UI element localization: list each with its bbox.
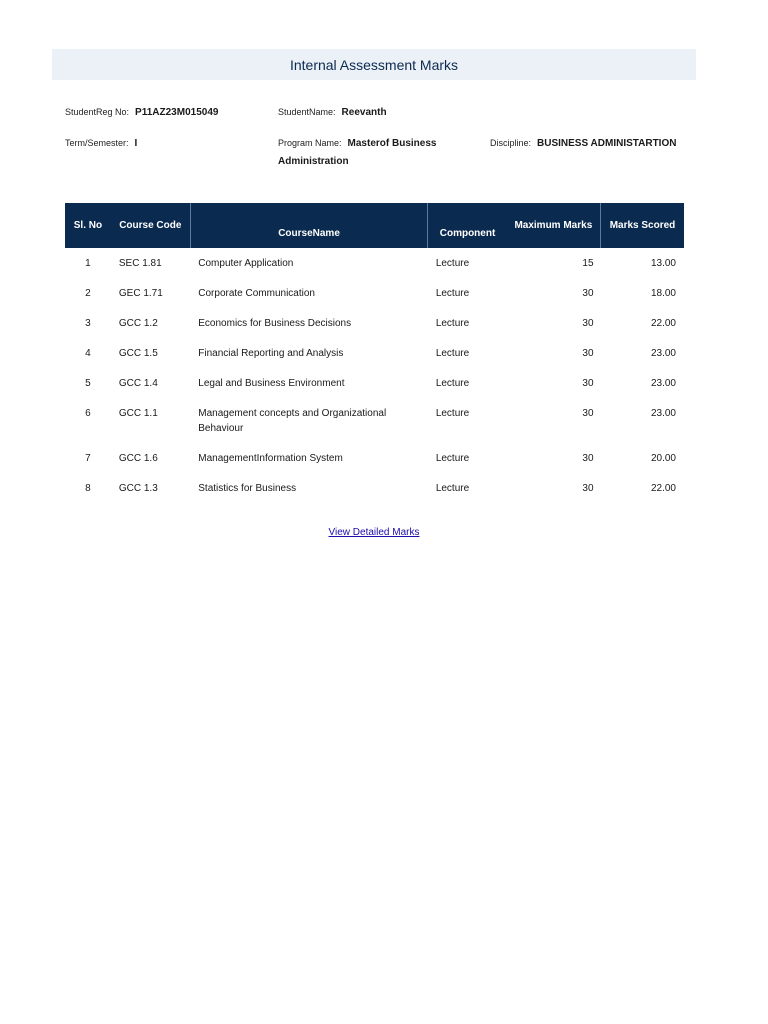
cell-course-code: GCC 1.2 xyxy=(118,318,158,329)
cell-course-code: GCC 1.3 xyxy=(118,483,158,494)
cell-maximum-marks: 30 xyxy=(582,408,594,419)
cell-course-name: ManagementInformation System xyxy=(198,453,343,464)
cell-component: Lecture xyxy=(435,348,470,359)
view-detailed-marks-link[interactable]: View Detailed Marks xyxy=(328,527,420,538)
table-row xyxy=(65,443,684,473)
term-field xyxy=(65,134,137,153)
reg-no-field xyxy=(65,103,218,122)
reg-no-value: P11AZ23M015049 xyxy=(135,107,219,118)
cell-maximum-marks: 30 xyxy=(582,453,594,464)
marks-table xyxy=(65,203,684,503)
cell-component: Lecture xyxy=(435,483,470,494)
term-value: I xyxy=(134,138,138,149)
cell-course-code: SEC 1.81 xyxy=(118,258,162,269)
cell-course-code: GEC 1.71 xyxy=(118,288,163,299)
cell-course-name: Corporate Communication xyxy=(198,288,315,299)
marks-table-body xyxy=(65,248,684,503)
cell-marks-scored: 20.00 xyxy=(650,453,676,464)
header-course-code: Course Code xyxy=(111,203,190,248)
cell-marks-scored: 22.00 xyxy=(650,483,676,494)
program-value: Masterof Business Administration xyxy=(278,138,437,167)
page-title: Internal Assessment Marks xyxy=(289,56,459,73)
cell-marks-scored: 23.00 xyxy=(650,378,676,389)
cell-sl-no: 2 xyxy=(85,288,91,299)
cell-course-code: GCC 1.1 xyxy=(118,408,158,419)
cell-course-name: Management concepts and Organizational Behaviour xyxy=(198,408,387,434)
page-title-bar xyxy=(52,49,696,80)
cell-maximum-marks: 30 xyxy=(582,318,594,329)
cell-course-code: GCC 1.4 xyxy=(118,378,158,389)
cell-course-name: Economics for Business Decisions xyxy=(198,318,352,329)
cell-sl-no: 3 xyxy=(85,318,91,329)
program-label: Program Name: xyxy=(278,138,342,148)
cell-course-code: GCC 1.5 xyxy=(118,348,158,359)
cell-sl-no: 6 xyxy=(85,408,91,419)
cell-component: Lecture xyxy=(435,288,470,299)
discipline-value: BUSINESS ADMINISTARTION xyxy=(537,138,677,149)
cell-course-code: GCC 1.6 xyxy=(118,453,158,464)
term-label: Term/Semester: xyxy=(65,138,129,148)
cell-sl-no: 8 xyxy=(85,483,91,494)
table-row xyxy=(65,278,684,308)
link-container xyxy=(0,522,748,540)
table-row xyxy=(65,248,684,278)
header-marks-scored: Marks Scored xyxy=(601,203,684,248)
cell-course-name: Computer Application xyxy=(198,258,294,269)
cell-maximum-marks: 15 xyxy=(582,258,594,269)
cell-marks-scored: 23.00 xyxy=(650,408,676,419)
discipline-label: Discipline: xyxy=(490,138,532,148)
cell-maximum-marks: 30 xyxy=(582,378,594,389)
table-row xyxy=(65,368,684,398)
cell-marks-scored: 18.00 xyxy=(650,288,676,299)
table-row xyxy=(65,308,684,338)
discipline-field xyxy=(490,134,676,153)
student-name-value: Reevanth xyxy=(341,107,387,118)
cell-component: Lecture xyxy=(435,318,470,329)
header-sl-no: Sl. No xyxy=(65,203,111,248)
cell-marks-scored: 13.00 xyxy=(650,258,676,269)
cell-maximum-marks: 30 xyxy=(582,483,594,494)
cell-maximum-marks: 30 xyxy=(582,348,594,359)
marks-table-header xyxy=(65,203,684,248)
cell-sl-no: 4 xyxy=(85,348,91,359)
reg-no-label: StudentReg No: xyxy=(65,107,130,117)
table-row xyxy=(65,473,684,503)
cell-marks-scored: 23.00 xyxy=(650,348,676,359)
cell-sl-no: 5 xyxy=(85,378,91,389)
cell-marks-scored: 22.00 xyxy=(650,318,676,329)
header-component: Component xyxy=(428,203,507,248)
table-row xyxy=(65,338,684,368)
student-name-field xyxy=(278,103,387,122)
header-maximum-marks: Maximum Marks xyxy=(507,203,601,248)
cell-sl-no: 1 xyxy=(85,258,91,269)
student-name-label: StudentName: xyxy=(278,107,336,117)
cell-component: Lecture xyxy=(435,378,470,389)
program-field xyxy=(278,134,463,171)
cell-maximum-marks: 30 xyxy=(582,288,594,299)
cell-component: Lecture xyxy=(435,408,470,419)
table-row xyxy=(65,398,684,443)
header-course-name: CourseName xyxy=(190,203,428,248)
cell-course-name: Statistics for Business xyxy=(198,483,297,494)
cell-course-name: Legal and Business Environment xyxy=(198,378,345,389)
cell-component: Lecture xyxy=(435,453,470,464)
cell-sl-no: 7 xyxy=(85,453,91,464)
cell-component: Lecture xyxy=(435,258,470,269)
cell-course-name: Financial Reporting and Analysis xyxy=(198,348,344,359)
